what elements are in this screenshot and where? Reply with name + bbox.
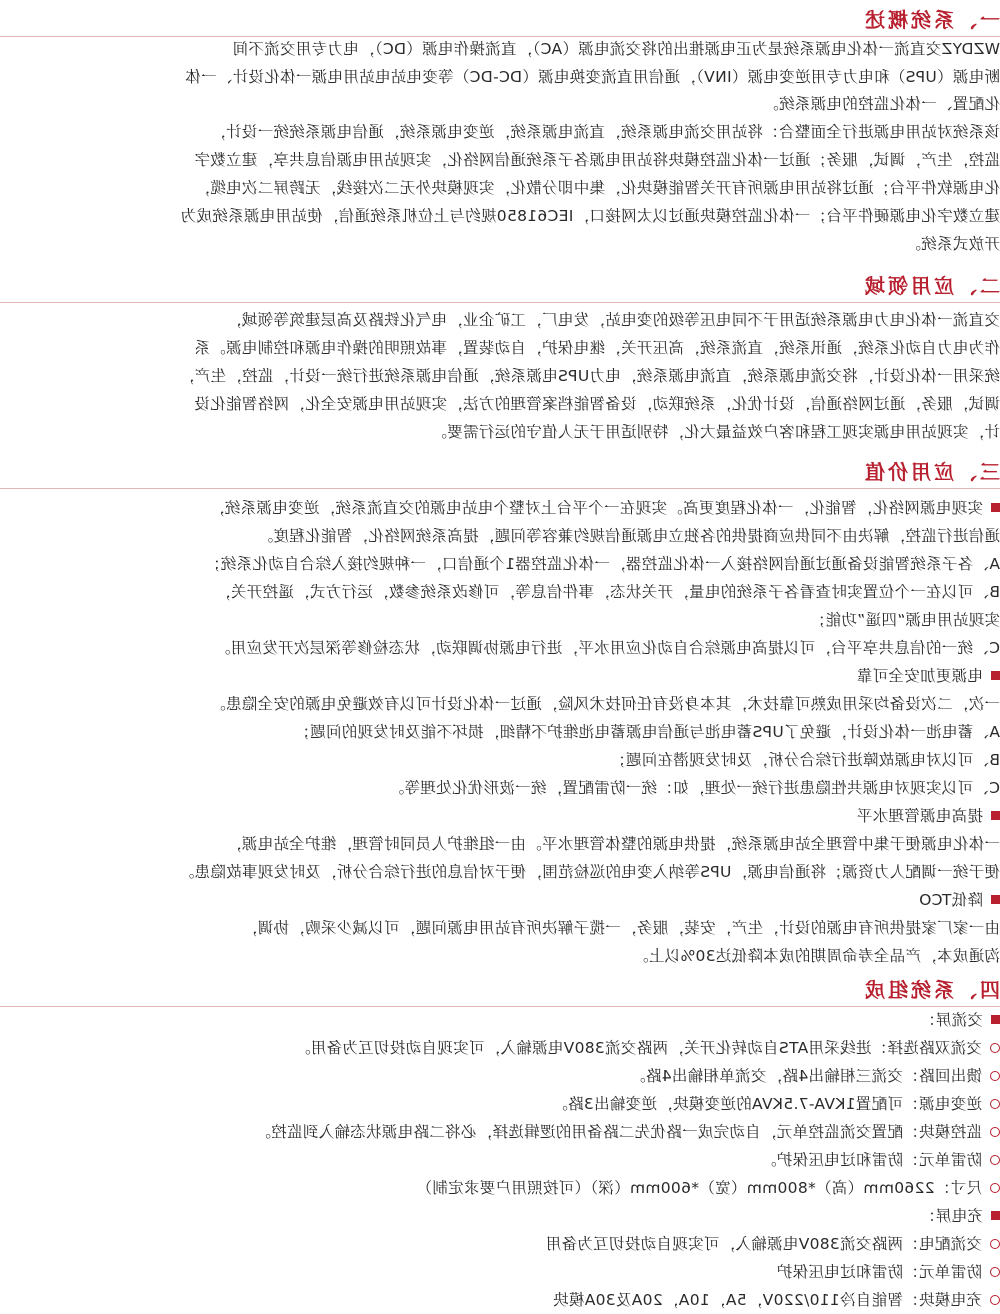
section3-line	[209, 494, 1000, 522]
section2-line: 计，实现站用电源实现工程和客户效益最大化，特别适用于无人值守的运行需要。	[431, 423, 1000, 441]
section4-line-text: 防雷单元：防雷和过电压保护。	[760, 1151, 982, 1169]
section3-line	[226, 830, 1000, 858]
section4-line	[416, 1174, 1000, 1202]
section3-line	[388, 774, 1000, 802]
section4-line-text: 监控模块：配置交流监控单元，自动完成一路优先二路备用的逻辑选择，必将二路电源状态输入到监控。	[255, 1123, 982, 1141]
square-bullet-icon	[991, 1211, 1000, 1220]
section3-line	[205, 550, 1000, 578]
circle-bullet-icon	[990, 1155, 1000, 1165]
section4-line-text: 充电模块：智能自冷110/220V，5A，10A，20A及30A模块	[552, 1291, 982, 1309]
section3-line	[633, 942, 1000, 970]
circle-bullet-icon	[990, 1295, 1000, 1305]
section4-line-text: 交流双路选择：进线采用ATS自动转化开关，两路交流380V电源输入，可实现自动投切互为备用。	[294, 1039, 982, 1057]
circle-bullet-icon	[990, 1043, 1000, 1053]
section3-line	[242, 914, 1000, 942]
section4-line	[295, 1034, 1000, 1062]
section3-line	[610, 746, 1000, 774]
circle-bullet-icon	[990, 1099, 1000, 1109]
section3-line-text: 一次，二次设备均采用成熟可靠技术，其本身没有任何技术风险，通过一体化设计可以有效避免电源的安全隐患。	[209, 695, 1000, 713]
section4-line-text: 尺寸：2260mm（高）*800mm（宽）*600mm（深）（可按照用户要求定制）	[416, 1179, 982, 1197]
section3-line	[857, 662, 1000, 690]
section1-line: 开放式系统。	[905, 235, 1000, 253]
square-bullet-icon	[991, 1015, 1000, 1024]
section3-line-text: A、各子系统智能设备通过通信网络接入一体化监控器，一体化监控器1个通信口，一种规约接入综合自动化系统；	[204, 555, 1000, 573]
section3-line-text: B、可以在一个位置实时查看各子系统的电量，开关状态，事件信息等，可修改系统参数，运行方式，遥控开关，	[214, 583, 1000, 601]
section3-line	[210, 690, 1000, 718]
section3-line-text: B、可以对电源故障进行综合分析，及时发现潜在问题；	[609, 751, 1000, 769]
section3-line-text: 便于统一调配人力资源；将通信电源，UPS等纳入变电的巡检范围，便于对信息的进行综合分析，及时发现事故隐患。	[178, 863, 1000, 881]
section3-line-text: 通信进行监控，解决由不同供应商提供的各独立电源通信规约兼容等问题，提高系统网络化，智能化程度。	[257, 527, 1000, 545]
section3-line-text: C、统一的信息共享平台，可以提高电源综合自动化应用水平，进行电源协调联动，状态检修等深层次开发应用。	[214, 639, 1000, 657]
section1-heading: 一、系统概述	[862, 7, 1000, 32]
section2-line: 调试，服务，通过网络通信，设计优化，系统联动，设备智能档案管理的方法，实现站用电源安全化，网络智能化设	[194, 395, 1000, 413]
circle-bullet-icon	[990, 1239, 1000, 1249]
section2-line: 作为电力自动化系统，通讯系统，直流系统，高压开关，继电保护，自动装置，事故照明的操作电源和控制电源。系	[194, 339, 1000, 357]
section3-line-text: 提高电源管理水平	[856, 807, 983, 825]
section1-line: 监控，生产，调试，服务；通过一体化监控模块将站用电源各子系统通信网络化，实现站用电源信息共享，建立数字	[194, 151, 1000, 169]
section4-line-text: 充电屏：	[919, 1207, 983, 1225]
square-bullet-icon	[991, 895, 1000, 904]
section1-line: 化电源软件平台；通过将站用电源所有开关智能模块化，集中即分散化，实现模块外无二次接线，无跨屏二次电缆，	[194, 179, 1000, 197]
section3-heading: 三、应用价值	[862, 459, 1000, 484]
section4-line	[920, 1006, 1000, 1034]
section3-line-text: 一体化电源便于集中管理全站电源系统，提供电源的整体管理水平。由一组维护人员同时管理，维护全站电源，	[225, 835, 1000, 853]
section3-line	[857, 802, 1000, 830]
section4-line	[255, 1118, 1000, 1146]
section4-line	[630, 1062, 1000, 1090]
square-bullet-icon	[991, 811, 1000, 820]
square-bullet-icon	[991, 671, 1000, 680]
section4-line-text: 交流配电：两路交流380V电源输入，可实现自动投切互为备用	[545, 1235, 982, 1253]
circle-bullet-icon	[990, 1127, 1000, 1137]
section2-line: 交直流一体化电力电源系统适用于不同电压等级的变电站，发电厂，工矿企业，电气化铁路及高层建筑等领域，	[225, 311, 1000, 329]
section3-line	[257, 522, 1000, 550]
section4-line-text: 防雷单元：防雷和过电压保护	[776, 1263, 982, 1281]
section1-line: 建立数字化电源硬件平台；一体化监控模块通过以太网接口，IEC61850规约与上位机系统通信，使站用电源系统成为	[180, 207, 1000, 225]
section4-divider	[0, 1006, 1000, 1007]
section1-line: WZDYZ交直流一体化电源系统是为正电源推出的将交流电源（AC），直流操作电源（DC），电力专用交流不间	[232, 40, 1000, 58]
section4-line	[761, 1146, 1000, 1174]
section1-line: 断电源（UPS）和电力专用逆变电源（INV），通信用直流变换电源（DC-DC）等变电站电站用电源一体化设计、一体	[185, 68, 1000, 86]
section4-line	[552, 1090, 1000, 1118]
section1-line: 该系统对站用电源进行全面整合：将站用交流电源系统，直流电源系统，逆变电源系统，通信电源系统统一设计，	[209, 123, 1000, 141]
section3-line-text: 由一家厂家提供所有电源的设计，生产，安装，服务，一揽子解决所有站用电源问题，可以减少采购，协调，	[241, 919, 1000, 937]
section4-line	[546, 1230, 1000, 1258]
section3-line-text: 实现站用电源“四遥”功能；	[809, 611, 1000, 629]
section3-line-text: 降低TCO	[918, 891, 983, 909]
square-bullet-icon	[991, 503, 1000, 512]
section3-line	[215, 578, 1000, 606]
section4-line	[777, 1258, 1000, 1286]
section4-line	[553, 1286, 1000, 1314]
section2-heading: 二、应用领域	[862, 273, 1000, 298]
section4-line	[920, 1202, 1000, 1230]
section2-line: 统采用一体化设计，将交流电源系统，直流电源系统，电力UPS电源系统，通信电源系统进行统一设计，监控，生产，	[178, 367, 1000, 385]
section3-line-text: 沟通成本，产品全寿命周期的成本降低达30%以上。	[632, 947, 1000, 965]
circle-bullet-icon	[990, 1183, 1000, 1193]
section3-line-text: 电源更加安全可靠	[856, 667, 983, 685]
circle-bullet-icon	[990, 1267, 1000, 1277]
section3-line	[919, 886, 1000, 914]
section3-line	[294, 718, 1000, 746]
section1-line: 化配置、一体化监控的电源系统。	[762, 95, 1000, 113]
section2-divider	[0, 302, 1000, 303]
section3-line	[215, 634, 1000, 662]
circle-bullet-icon	[990, 1071, 1000, 1081]
section3-line-text: 实现电源网络化，智能化，一体化程度更高。实现在一个平台上对整个电站电源的交直流系统，逆变电源系统，	[208, 499, 983, 517]
section3-line	[810, 606, 1000, 634]
section4-line-text: 交流屏：	[919, 1011, 983, 1029]
section4-heading: 四、系统组成	[862, 977, 1000, 1002]
section3-line-text: C、可以实现对电源共性隐患进行统一处理，如：统一防雷配置，统一波形优化处理等。	[388, 779, 1000, 797]
section3-line	[179, 858, 1000, 886]
section3-line-text: A、蓄电池一体化设计，避免了UPS蓄电池与通信电源蓄电池维护不精细，损坏不能及时发现的问题；	[294, 723, 1000, 741]
section4-line-text: 馈出回路：交流三相输出4路，交流单相输出4路。	[629, 1067, 982, 1085]
section3-divider	[0, 488, 1000, 489]
section4-line-text: 逆变电源：可配置1KVA-7.5KVA的逆变模块，逆变输出3路。	[552, 1095, 982, 1113]
